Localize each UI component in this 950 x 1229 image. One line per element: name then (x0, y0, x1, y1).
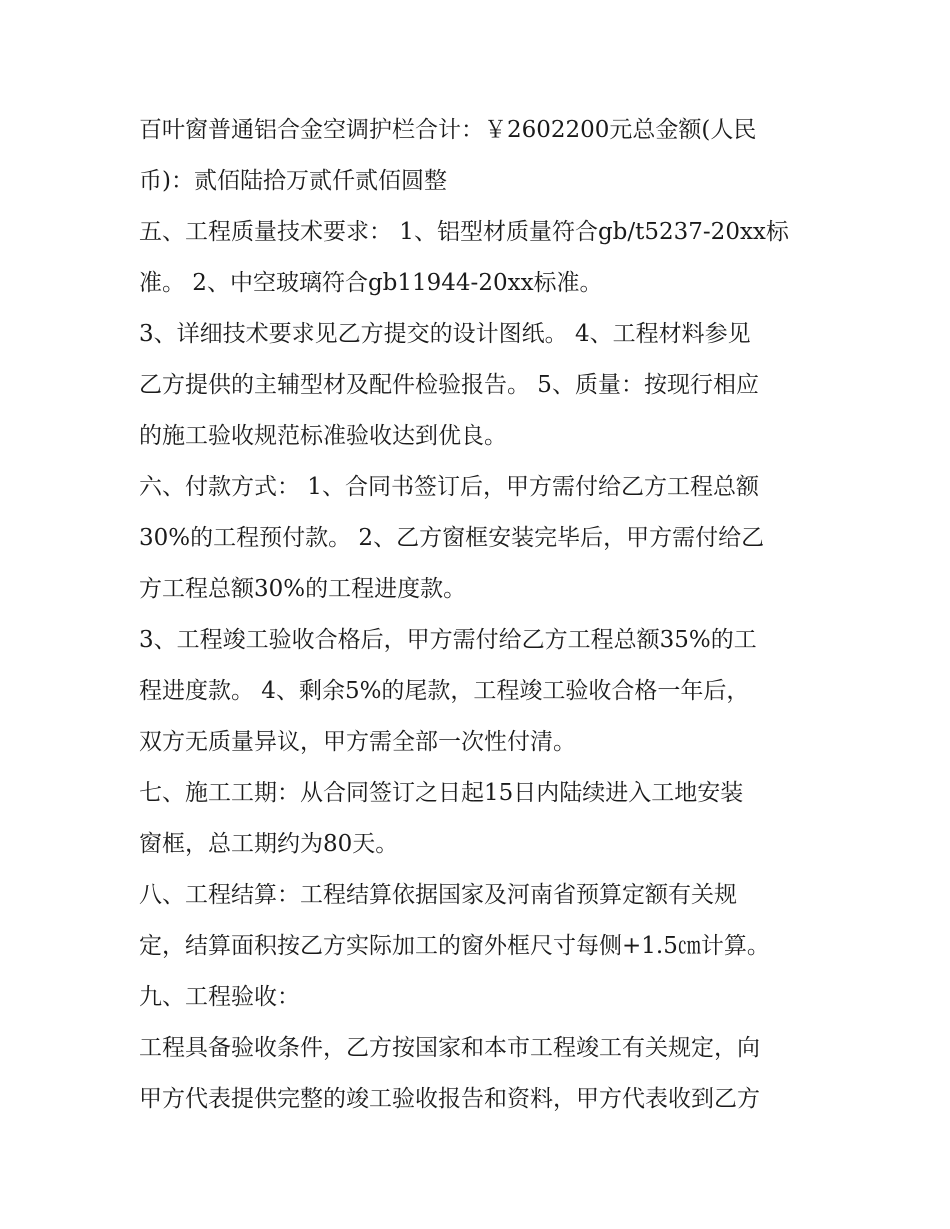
text-line: 3、工程竣工验收合格后，甲方需付给乙方工程总额35%的工 (139, 627, 757, 653)
section-heading-acceptance: 九、工程验收： (139, 984, 300, 1010)
section-heading-quality: 五、工程质量技术要求： 1、铝型材质量符合gb/t5237-20xx标 (139, 219, 789, 245)
text-line: 甲方代表提供完整的竣工验收报告和资料，甲方代表收到乙方 (139, 1086, 760, 1112)
text-line: 百叶窗普通铝合金空调护栏合计：￥2602200元总金额(人民 (139, 117, 757, 143)
text-line: 的施工验收规范标准验收达到优良。 (139, 423, 507, 449)
text-line: 准。 2、中空玻璃符合gb11944-20xx标准。 (139, 270, 603, 296)
text-line: 币)：贰佰陆拾万贰仟贰佰圆整 (139, 168, 447, 194)
text-line: 30%的工程预付款。 2、乙方窗框安装完毕后，甲方需付给乙 (139, 525, 765, 551)
text-line: 方工程总额30%的工程进度款。 (139, 576, 467, 602)
text-line: 3、详细技术要求见乙方提交的设计图纸。 4、工程材料参见 (139, 321, 751, 347)
text-line: 定，结算面积按乙方实际加工的窗外框尺寸每侧+1.5㎝计算。 (139, 933, 770, 959)
section-heading-schedule: 七、施工工期：从合同签订之日起15日内陆续进入工地安装 (139, 780, 744, 806)
contract-text (139, 105, 819, 1125)
text-line: 乙方提供的主辅型材及配件检验报告。 5、质量：按现行相应 (139, 372, 759, 398)
text-line: 程进度款。 4、剩余5%的尾款，工程竣工验收合格一年后， (139, 678, 750, 704)
text-line: 双方无质量异议，甲方需全部一次性付清。 (139, 729, 576, 755)
section-heading-payment: 六、付款方式： 1、合同书签订后，甲方需付给乙方工程总额 (139, 474, 759, 500)
text-line: 工程具备验收条件，乙方按国家和本市工程竣工有关规定，向 (139, 1035, 760, 1061)
text-line: 窗框，总工期约为80天。 (139, 831, 399, 857)
section-heading-settlement: 八、工程结算：工程结算依据国家及河南省预算定额有关规 (139, 882, 737, 908)
